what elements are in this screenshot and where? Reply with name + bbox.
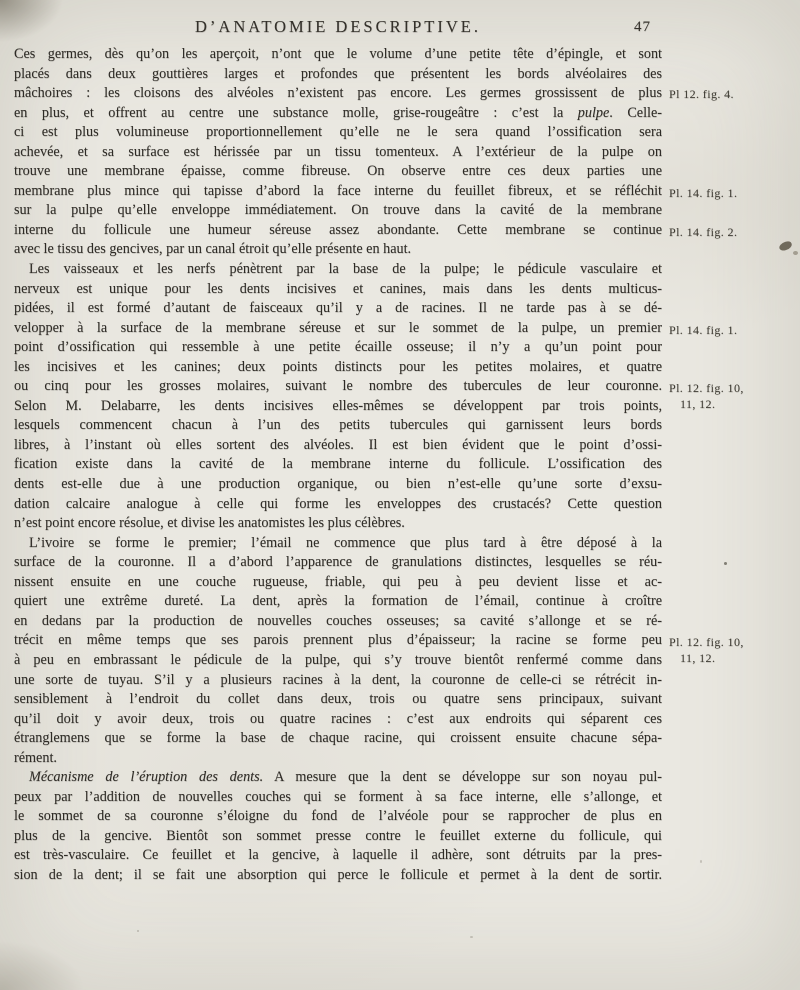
text-line: n’est point encore résolue, et divise les anatomistes les plus célèbres. bbox=[14, 515, 405, 532]
plate-reference: 11, 12. bbox=[680, 396, 716, 411]
margin-note bbox=[669, 87, 797, 103]
plate-reference: Pl. 12. fig. 10, bbox=[669, 381, 744, 395]
text-line: ci est plus volumineuse proportionnellement qu’elle ne le sera quand l’ossification sera bbox=[14, 124, 662, 141]
text-line: étranglemens que se forme la base de chaque racine, qui croissent ensuite chacune sépa- bbox=[14, 730, 662, 747]
text-line: interne du follicule une humeur séreuse assez abondante. Cette membrane se continue bbox=[14, 221, 662, 238]
text-line: le sommet de sa couronne s’éloigne du fond de l’alvéole pour se rapprocher de plus en bbox=[14, 808, 662, 825]
text-line: les incisives et les canines; deux points distincts pour les petites molaires, et quatre bbox=[14, 358, 662, 375]
paper-speck bbox=[137, 930, 139, 932]
text-line: nerveux est unique pour les dents incisives et canines, mais dans les dents multicus- bbox=[14, 280, 662, 297]
paper-speck bbox=[724, 562, 727, 565]
margin-note bbox=[669, 635, 797, 666]
paper-speck bbox=[793, 251, 798, 255]
text-line: sensiblement à l’endroit du collet dans deux, trois ou quatre sens principaux, suivant bbox=[14, 691, 662, 708]
paragraph bbox=[14, 534, 662, 769]
text-line: ou cinq pour les grosses molaires, suivant le nombre des tubercules de leur couronne. bbox=[14, 378, 662, 395]
text-line: sur la pulpe qu’elle enveloppe immédiatement. On trouve dans la cavité de la membrane bbox=[14, 202, 662, 219]
text-line: fication existe dans la cavité de la membrane interne du follicule. L’ossification des bbox=[14, 456, 662, 473]
text-line: rément. bbox=[14, 749, 57, 766]
paragraph bbox=[14, 260, 662, 534]
italic-term: pulpe bbox=[577, 104, 610, 121]
text-line: velopper à la surface de la membrane séreuse et sur le sommet de la pulpe, un premier bbox=[14, 319, 662, 336]
text-line: à peu en embrassant le pédicule de la pulpe, qui s’y trouve bientôt renfermé comme dans bbox=[14, 651, 662, 668]
text-line: avec le tissu des gencives, par un canal étroit qu’elle présente en haut. bbox=[14, 241, 412, 258]
text-line: Selon M. Delabarre, les dents incisives elles-mêmes se développent par trois points, bbox=[14, 397, 662, 414]
margin-note bbox=[669, 186, 797, 202]
plate-reference: Pl. 12. fig. 10, bbox=[669, 635, 744, 649]
text-line: achevée, et sa surface est hérissée par un tissu tomenteux. A l’extérieur de la pulpe on bbox=[14, 143, 662, 160]
text-line bbox=[14, 768, 662, 788]
text-line: Les vaisseaux et les nerfs pénètrent par la base de la pulpe; le pédicule vasculaire et bbox=[29, 261, 662, 278]
text-line bbox=[14, 104, 662, 124]
text-line: mâchoires : les cloisons des alvéoles n’existent pas encore. Les germes grossissent de plus bbox=[14, 85, 662, 102]
text-line: point d’ossification qui ressemble à une petite écaille osseuse; il n’y a qu’un point pour bbox=[14, 339, 662, 356]
plate-reference: Pl. 14. fig. 1. bbox=[669, 323, 738, 337]
text-line: plus de la gencive. Bientôt son sommet presse contre le feuillet externe du follicule, qui bbox=[14, 827, 662, 844]
paper-speck bbox=[700, 860, 702, 863]
text-line: libres, à l’instant où elles sortent des alvéoles. Il est bien évident que le point d’ossi- bbox=[14, 436, 662, 453]
margin-note bbox=[669, 381, 797, 412]
text-line: placés dans deux gouttières larges et profondes que présentent les bords alvéolaires des bbox=[14, 65, 662, 82]
text-line: trécit en même temps que ses parois prennent plus d’épaisseur; la racine se forme peu bbox=[14, 632, 662, 649]
text-segment: . Celle- bbox=[609, 104, 662, 121]
text-line: pidées, il est formé d’autant de faisceaux qu’il y a de racines. Il ne tarde pas à se dé- bbox=[14, 300, 662, 317]
text-line: dation calcaire analogue à celle qui forme les enveloppes des crustacés? Cette question bbox=[14, 495, 662, 512]
running-header-title: D’ANATOMIE DESCRIPTIVE. bbox=[195, 17, 481, 36]
page-number: 47 bbox=[634, 19, 651, 35]
plate-reference: Pl. 14. fig. 1. bbox=[669, 186, 738, 200]
text-line: en dedans par la production de nouvelles couches osseuses; sa cavité s’allonge et se ré- bbox=[14, 612, 662, 629]
paper-speck bbox=[90, 500, 92, 502]
paper-speck bbox=[778, 240, 793, 252]
margin-note bbox=[669, 323, 797, 339]
paragraph bbox=[14, 768, 662, 885]
text-line: Ces germes, dès qu’on les aperçoit, n’ont que le volume d’une petite tête d’épingle, et sont bbox=[14, 46, 662, 62]
text-line: quiert une extrême dureté. La dent, après la formation de l’émail, continue à croître bbox=[14, 593, 662, 610]
text-line: trouve une membrane épaisse, comme fibreuse. On observe entre ces deux parties une bbox=[14, 163, 662, 180]
paper-speck bbox=[470, 936, 473, 938]
paragraph bbox=[14, 45, 662, 260]
text-line: est très-vasculaire. Ce feuillet et la gencive, à laquelle il adhère, sont détruits par la pres- bbox=[14, 847, 662, 864]
text-segment: A mesure que la dent se développe sur son noyau pul- bbox=[263, 769, 662, 786]
plate-reference: 11, 12. bbox=[680, 650, 716, 665]
text-line: membrane plus mince qui tapisse d’abord la face interne du feuillet fibreux, et se réfléchit bbox=[14, 182, 662, 199]
paper-speck bbox=[614, 170, 616, 172]
text-segment: en plus, et offrent au centre une substance molle, grise-rougeâtre : c’est la bbox=[14, 104, 578, 121]
text-line: L’ivoire se forme le premier; l’émail ne commence que plus tard à être déposé à la bbox=[29, 534, 662, 551]
plate-reference: Pl. 14. fig. 2. bbox=[669, 225, 738, 239]
text-line: nissent ensuite en une couche rugueuse, friable, qui peu à peu devient lisse et ac- bbox=[14, 573, 662, 590]
text-line: une sorte de tuyau. S’il y a plusieurs racines à la dent, la couronne de celle-ci se rétrécit in- bbox=[14, 671, 662, 688]
italic-term: Mécanisme de l’éruption des dents. bbox=[29, 769, 264, 786]
text-line: dents est-elle due à une production organique, ou bien n’est-elle qu’une sorte d’exsu- bbox=[14, 476, 662, 493]
plate-reference: Pl 12. fig. 4. bbox=[669, 87, 734, 101]
text-line: lesquels commencent chacun à l’un des petits tubercules qui garnissent leurs bords bbox=[14, 417, 662, 434]
text-line: qu’il doit y avoir deux, trois ou quatre racines : c’est aux endroits qui séparent ces bbox=[14, 710, 662, 727]
body-text bbox=[14, 45, 662, 886]
text-line: peux par l’addition de nouvelles couches qui se forment à sa face interne, elle s’allonge, et bbox=[14, 788, 662, 805]
margin-note bbox=[669, 225, 797, 241]
text-line: surface de la couronne. Il a d’abord l’apparence de granulations distinctes, lesquelles se réu- bbox=[14, 554, 662, 571]
text-line: sion de la dent; il se fait une absorption qui perce le follicule et permet à la dent de sortir. bbox=[14, 866, 662, 883]
